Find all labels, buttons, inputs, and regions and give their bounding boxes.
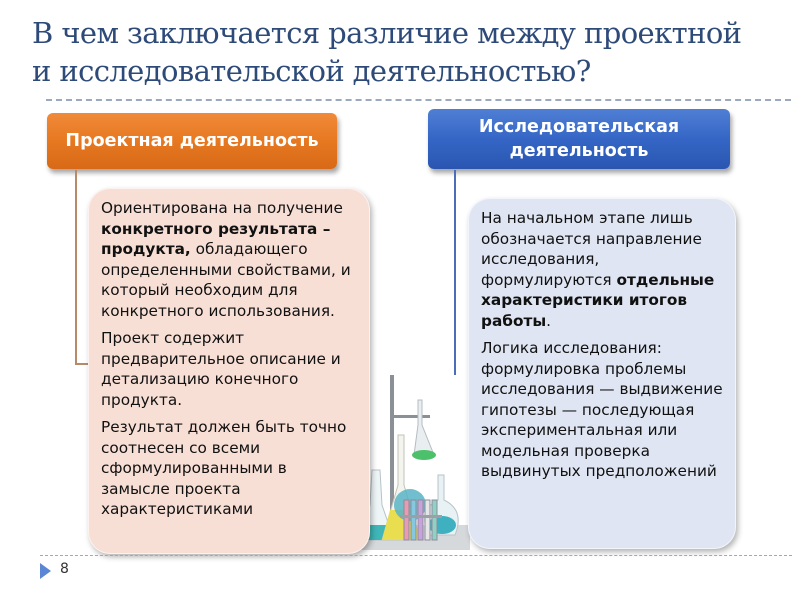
research-activity-header bbox=[428, 109, 730, 169]
project-paragraph-1: Ориентирована на получение конкретного результата – продукта, обладающего определенными свойствами, и который необходим для конкретного использования. bbox=[101, 199, 351, 320]
research-activity-card bbox=[468, 198, 736, 549]
research-header-line-2: деятельность bbox=[509, 141, 649, 161]
slide-title bbox=[32, 14, 772, 90]
top-divider bbox=[46, 99, 791, 101]
research-emphasis: отдельные характеристики итогов работы bbox=[481, 270, 715, 330]
research-header-line-1: Исследовательская bbox=[478, 117, 680, 137]
project-activity-card bbox=[88, 188, 370, 554]
research-paragraph-2: Логика исследования: формулировка проблемы исследования — выдвижение гипотезы — последующая экспериментальная или модельная проверка выдвинутых предположений bbox=[481, 339, 723, 480]
research-paragraph-1: На начальном этапе лишь обозначается направление исследования, формулируются отдельные характеристики итогов работы. bbox=[481, 209, 715, 330]
project-emphasis: конкретного результата – продукта, bbox=[101, 219, 331, 258]
project-activity-header-label: Проектная деятельность bbox=[65, 131, 319, 151]
project-paragraph-3: Результат должен быть точно соотнесен со всеми сформулированными в замысле проекта характеристиками bbox=[101, 418, 347, 518]
bottom-divider bbox=[40, 555, 792, 556]
page-number: 8 bbox=[60, 561, 69, 577]
project-paragraph-2: Проект содержит предварительное описание и детализацию конечного продукта. bbox=[101, 329, 341, 409]
project-activity-header bbox=[47, 113, 337, 169]
title-line-2: и исследовательской деятельностью? bbox=[32, 54, 591, 88]
slide-marker-icon bbox=[40, 563, 51, 579]
title-line-1: В чем заключается различие между проектной bbox=[32, 16, 742, 50]
